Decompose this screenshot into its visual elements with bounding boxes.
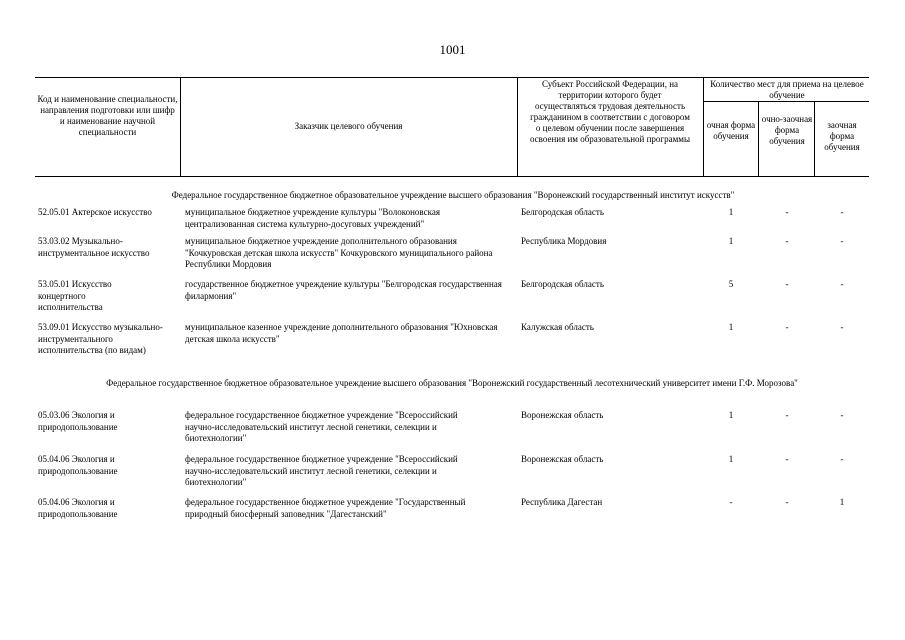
cell-full-time: 1	[728, 207, 734, 217]
cell-distance: 1	[839, 497, 845, 507]
cell-part-time: -	[785, 279, 789, 289]
col-divider	[517, 77, 518, 176]
cell-region: Республика Дагестан	[521, 497, 603, 507]
cell-spec: 53.03.02 Музыкально-инструментальное искусство	[38, 236, 150, 258]
cell-distance: -	[840, 454, 844, 464]
cell-part-time: -	[785, 410, 789, 420]
cell-spec: 05.04.06 Экология и природопользование	[38, 454, 118, 476]
cell-spec: 05.03.06 Экология и природопользование	[38, 410, 118, 432]
cell-region: Белгородская область	[521, 279, 604, 289]
cell-part-time: -	[785, 207, 789, 217]
cell-spec: 53.05.01 Искусство концертного исполнительства	[38, 279, 112, 312]
cell-distance: -	[840, 410, 844, 420]
cell-customer: государственное бюджетное учреждение культуры "Белгородская государственная филармония"	[185, 279, 502, 301]
cell-full-time: -	[729, 497, 733, 507]
col-divider	[758, 101, 759, 176]
cell-full-time: 1	[728, 322, 734, 332]
header-places: Количество мест для приема на целевое обучение	[710, 79, 864, 100]
cell-customer: федеральное государственное бюджетное учреждение "Государственный природный биосферный заповедник "Дагестанский"	[185, 497, 466, 519]
header-bottom-rule	[35, 176, 869, 177]
cell-customer: муниципальное казенное учреждение дополнительного образования "Юхновская детская школа искусств"	[185, 322, 498, 344]
header-spec: Код и наименование специальности, направления подготовки или шифр и наименование научной специальности	[37, 94, 178, 137]
cell-customer: федеральное государственное бюджетное учреждение "Всероссийский научно-исследовательский институт лесной генетики, селекции и биотехнологии"	[185, 454, 458, 487]
cell-part-time: -	[785, 236, 789, 246]
cell-part-time: -	[785, 497, 789, 507]
cell-region: Воронежская область	[521, 410, 604, 420]
header-distance: заочная форма обучения	[824, 120, 860, 152]
cell-region: Республика Мордовия	[521, 236, 607, 246]
cell-spec: 52.05.01 Актерское искусство	[38, 207, 152, 217]
cell-spec: 53.09.01 Искусство музыкально-инструментального исполнительства (по видам)	[38, 322, 163, 355]
cell-part-time: -	[785, 454, 789, 464]
col-divider	[180, 77, 181, 176]
section-title: Федеральное государственное бюджетное образовательное учреждение высшего образования "Воронежский государственный институт искусств"	[171, 190, 735, 200]
cell-customer: федеральное государственное бюджетное учреждение "Всероссийский научно-исследовательский институт лесной генетики, селекции и биотехнологии"	[185, 410, 458, 443]
cell-distance: -	[840, 236, 844, 246]
cell-distance: -	[840, 279, 844, 289]
cell-customer: муниципальное бюджетное учреждение культуры "Волоконовская централизованная система культурно-досуговых учреждений"	[185, 207, 440, 229]
cell-full-time: 1	[728, 410, 734, 420]
header-region: Субъект Российской Федерации, на территории которого будет осуществляться трудовая деятельность гражданином в соответствии с договором о целевом обучении после завершения освоения им образовательной программы	[529, 79, 691, 144]
header-full-time: очная форма обучения	[706, 120, 756, 141]
cell-distance: -	[840, 207, 844, 217]
cell-full-time: 5	[728, 279, 734, 289]
cell-spec: 05.04.06 Экология и природопользование	[38, 497, 118, 519]
cell-region: Воронежская область	[521, 454, 604, 464]
section-title: Федеральное государственное бюджетное образовательное учреждение высшего образования "Воронежский государственный лесотехнический университет имени Г.Ф. Морозова"	[106, 378, 798, 388]
cell-full-time: 1	[728, 236, 734, 246]
cell-region: Белгородская область	[521, 207, 604, 217]
col-divider	[703, 77, 704, 176]
header-part-time: очно-заочная форма обучения	[761, 114, 813, 146]
page-number: 1001	[439, 42, 466, 57]
col-divider	[814, 101, 815, 176]
header-top-rule	[35, 77, 869, 78]
cell-full-time: 1	[728, 454, 734, 464]
header-customer: Заказчик целевого обучения	[294, 121, 403, 131]
cell-part-time: -	[785, 322, 789, 332]
places-subheader-rule	[703, 101, 869, 102]
cell-region: Калужская область	[521, 322, 594, 332]
cell-distance: -	[840, 322, 844, 332]
cell-customer: муниципальное бюджетное учреждение дополнительного образования "Кочкуровская детская школа искусств" Кочкуровского муниципального района Республики Мордовия	[185, 236, 493, 269]
